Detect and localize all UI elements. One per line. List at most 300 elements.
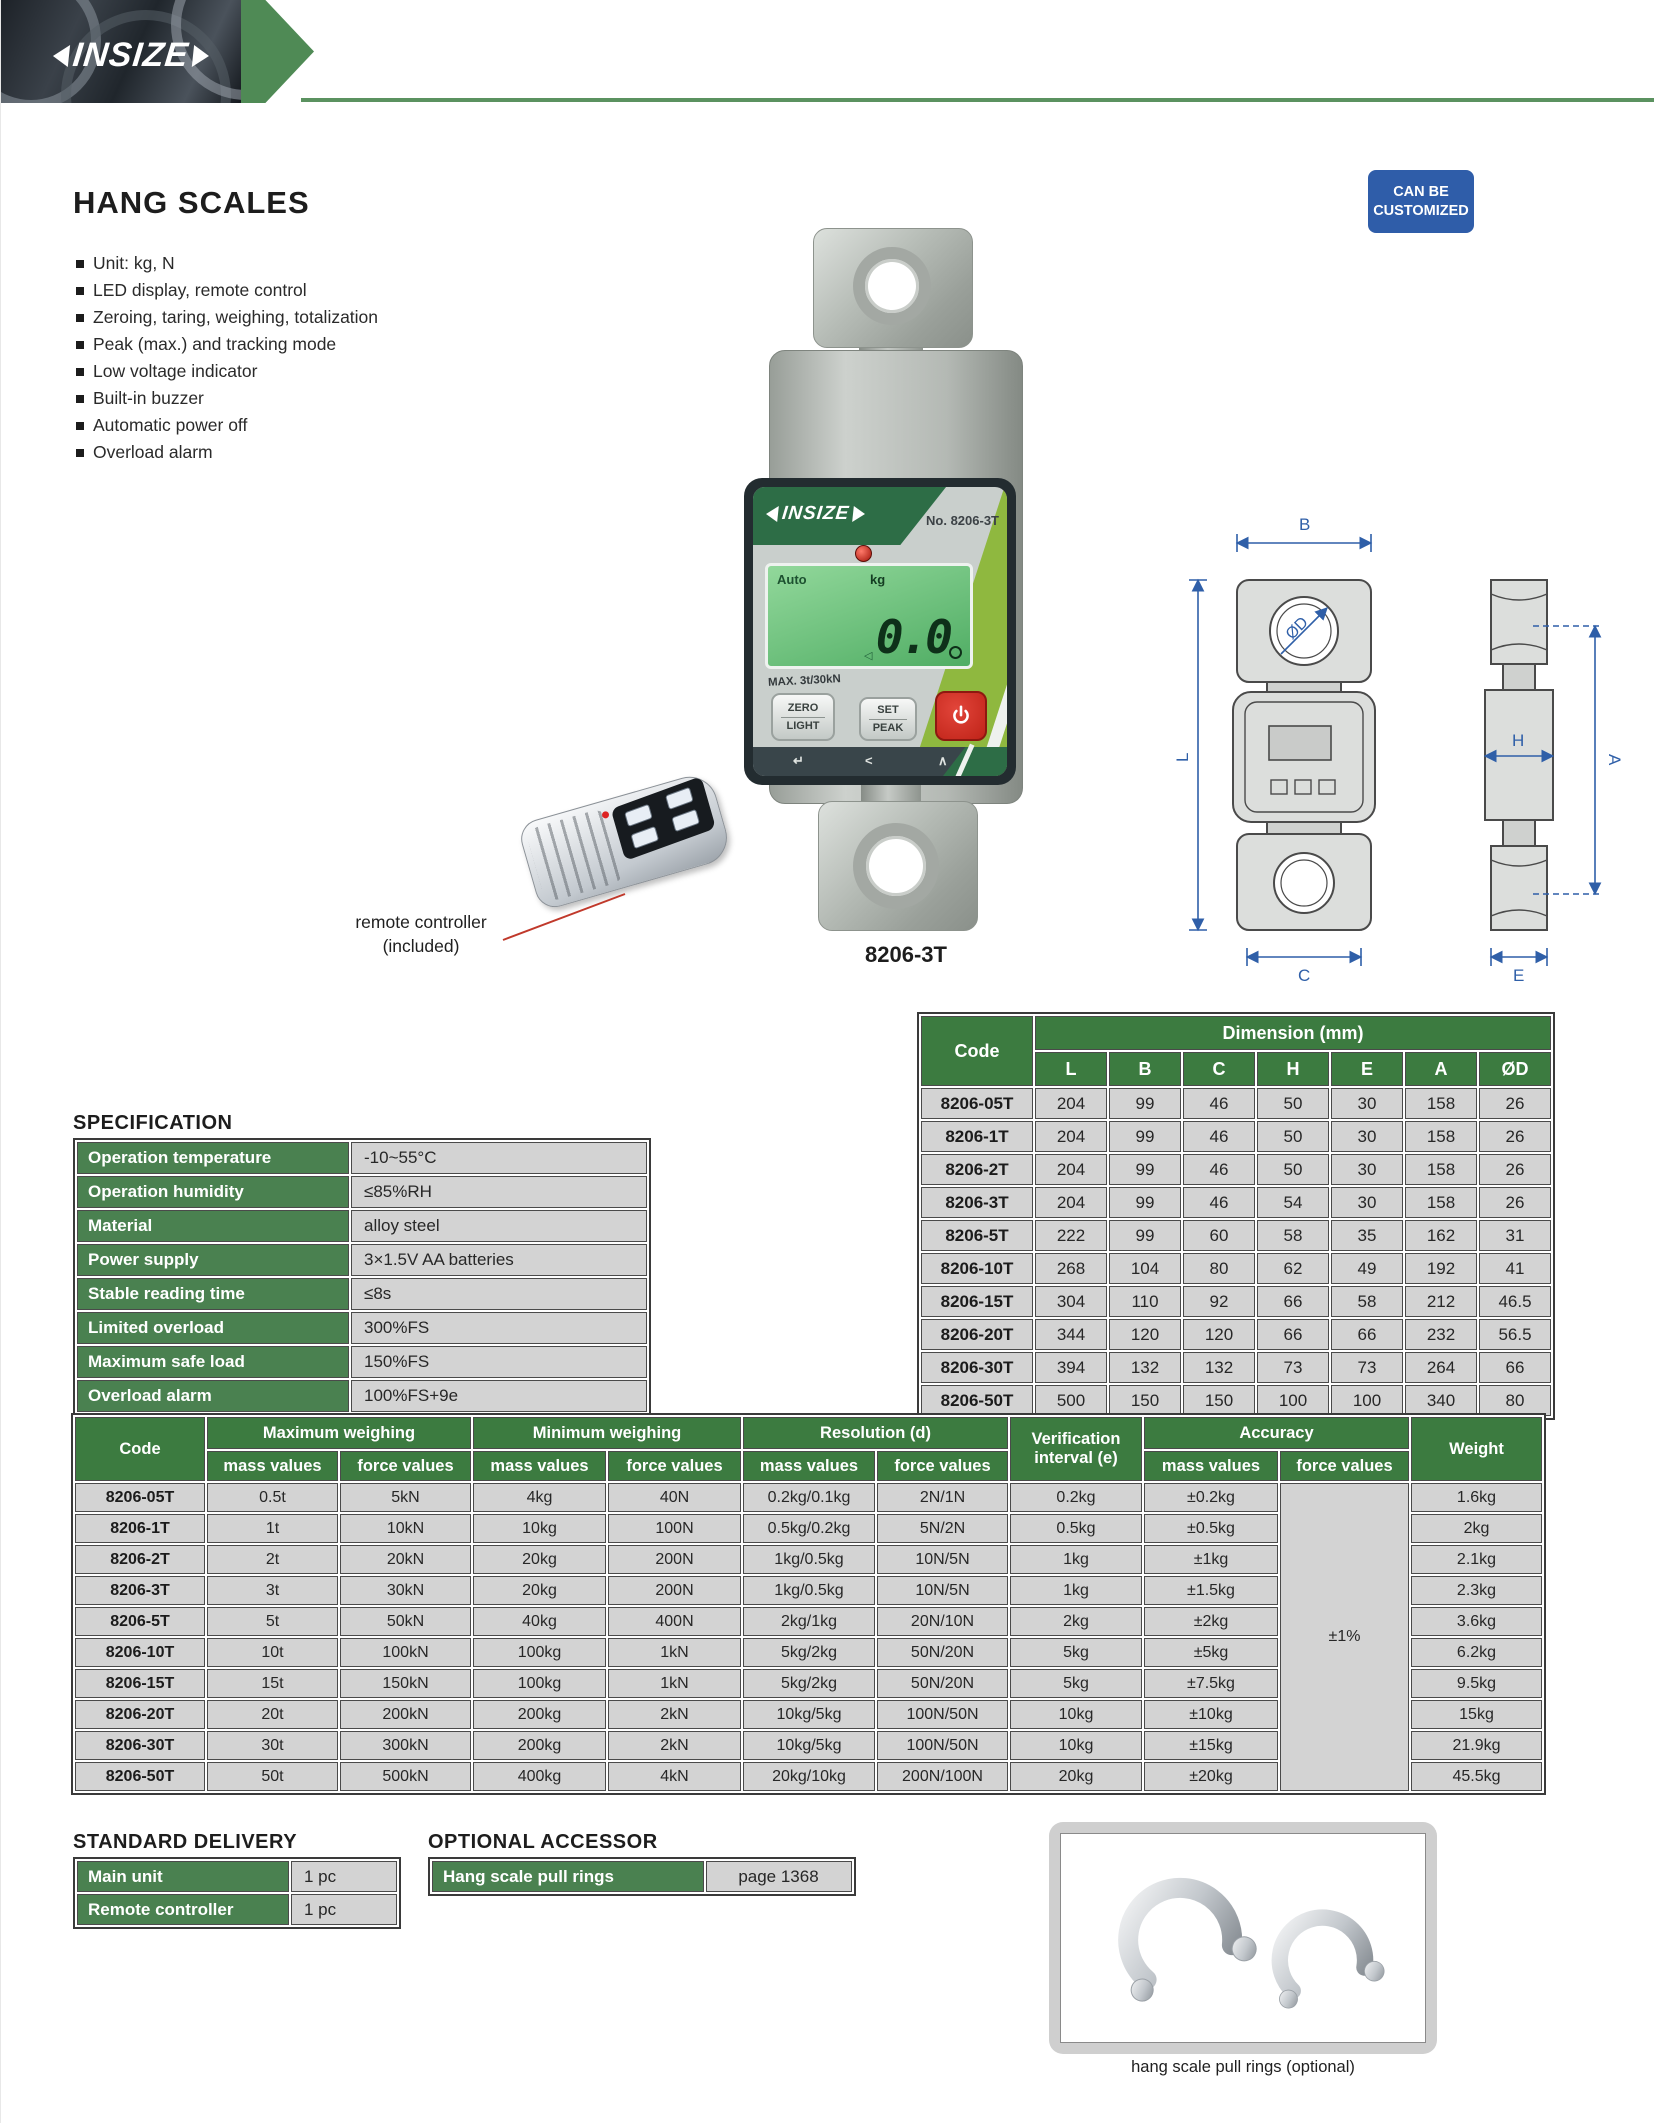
device-bottom-hole xyxy=(853,823,939,909)
dim-cell: 46 xyxy=(1183,1121,1255,1152)
feature-item xyxy=(76,412,378,439)
model-caption: 8206-3T xyxy=(865,942,947,967)
cell: 5kN xyxy=(340,1483,471,1512)
dim-row xyxy=(921,1154,1551,1185)
spec-value: ≤8s xyxy=(351,1278,647,1310)
cell: 150kN xyxy=(340,1669,471,1698)
cell: 2kg xyxy=(1010,1607,1142,1636)
dim-cell: 100 xyxy=(1257,1385,1329,1416)
dim-cell: 110 xyxy=(1109,1286,1181,1317)
dim-row xyxy=(921,1319,1551,1350)
cell: 2kg xyxy=(1411,1514,1542,1543)
cell: 10N/5N xyxy=(877,1545,1008,1574)
left-arrow-icon xyxy=(765,506,779,522)
group-accuracy: Accuracy xyxy=(1144,1417,1409,1449)
group-min-weighing: Minimum weighing xyxy=(473,1417,741,1449)
cell: 5kg/2kg xyxy=(743,1638,875,1667)
cell: 10kg/5kg xyxy=(743,1731,875,1760)
dim-cell: 26 xyxy=(1479,1187,1551,1218)
cell: 1kg xyxy=(1010,1545,1142,1574)
accessor-row xyxy=(432,1861,852,1892)
cell: 5N/2N xyxy=(877,1514,1008,1543)
dim-cell: 150 xyxy=(1109,1385,1181,1416)
dim-label-b: B xyxy=(1299,515,1311,534)
delivery-row xyxy=(77,1894,397,1925)
right-arrow-icon xyxy=(852,506,866,522)
dim-cell: 394 xyxy=(1035,1352,1107,1383)
cell: ±7.5kg xyxy=(1144,1669,1278,1698)
dim-cell: 232 xyxy=(1405,1319,1477,1350)
cell: 21.9kg xyxy=(1411,1731,1542,1760)
cell: 4kg xyxy=(473,1483,606,1512)
cell: 10t xyxy=(207,1638,338,1667)
dim-row xyxy=(921,1385,1551,1416)
dim-cell: 150 xyxy=(1183,1385,1255,1416)
cell: 200kg xyxy=(473,1731,606,1760)
lcd-mode: Auto xyxy=(777,572,807,587)
row-code: 8206-50T xyxy=(75,1762,205,1791)
dim-code: 8206-1T xyxy=(921,1121,1033,1152)
cell: ±15kg xyxy=(1144,1731,1278,1760)
dim-cell: 500 xyxy=(1035,1385,1107,1416)
cell: 1kg/0.5kg xyxy=(743,1576,875,1605)
cell: 4kN xyxy=(608,1762,741,1791)
dim-cell: 99 xyxy=(1109,1187,1181,1218)
button-label: PEAK xyxy=(872,722,904,734)
feature-text: Unit: kg, N xyxy=(93,253,175,273)
device-top-hole xyxy=(853,247,931,325)
cell: 1kg xyxy=(1010,1576,1142,1605)
button-label: LIGHT xyxy=(786,720,820,732)
remote-keypad xyxy=(611,776,716,861)
cell: 100N/50N xyxy=(877,1700,1008,1729)
cell: 1kg/0.5kg xyxy=(743,1545,875,1574)
cell: 30kN xyxy=(340,1576,471,1605)
cell: 200kg xyxy=(473,1700,606,1729)
button-label: ZERO xyxy=(787,702,819,714)
spec-row xyxy=(77,1380,647,1412)
dim-cell: 80 xyxy=(1479,1385,1551,1416)
cell: 3t xyxy=(207,1576,338,1605)
dim-cell: 30 xyxy=(1331,1088,1403,1119)
status-led-icon xyxy=(855,545,872,562)
remote-caption-line2: (included) xyxy=(382,936,460,956)
shackle-icon xyxy=(1259,1902,1387,2011)
cell: 5kg xyxy=(1010,1638,1142,1667)
stable-indicator-icon xyxy=(949,646,962,659)
cell: 20kg xyxy=(473,1576,606,1605)
dim-cell: 46 xyxy=(1183,1088,1255,1119)
cell: 400N xyxy=(608,1607,741,1636)
remote-caption-line1: remote controller xyxy=(355,912,487,932)
dim-cell: 344 xyxy=(1035,1319,1107,1350)
dim-code: 8206-10T xyxy=(921,1253,1033,1284)
dim-cell: 50 xyxy=(1257,1121,1329,1152)
row-code: 8206-05T xyxy=(75,1483,205,1512)
cell: 0.2kg/0.1kg xyxy=(743,1483,875,1512)
dim-row xyxy=(921,1220,1551,1251)
cell: 10kN xyxy=(340,1514,471,1543)
cell: 1kN xyxy=(608,1669,741,1698)
cell: 2kN xyxy=(608,1731,741,1760)
delivery-qty: 1 pc xyxy=(291,1861,397,1892)
set-peak-button xyxy=(859,697,917,741)
dim-col: A xyxy=(1405,1052,1477,1086)
delivery-item: Remote controller xyxy=(77,1894,289,1925)
pull-rings-image xyxy=(1060,1833,1426,2043)
feature-item xyxy=(76,358,378,385)
cell: 300kN xyxy=(340,1731,471,1760)
merged-accuracy-cell: ±1% xyxy=(1280,1483,1409,1791)
feature-text: Built-in buzzer xyxy=(93,388,204,408)
dim-cell: 46 xyxy=(1183,1154,1255,1185)
dim-cell: 58 xyxy=(1257,1220,1329,1251)
standard-delivery-title: STANDARD DELIVERY xyxy=(73,1831,298,1853)
cell: 200kN xyxy=(340,1700,471,1729)
sub-mass: mass values xyxy=(473,1451,606,1481)
shackle-icon xyxy=(1100,1866,1259,2005)
dim-cell: 304 xyxy=(1035,1286,1107,1317)
dim-cell: 204 xyxy=(1035,1154,1107,1185)
row-code: 8206-10T xyxy=(75,1638,205,1667)
device-brand-logo xyxy=(765,503,867,525)
spec-value: -10~55°C xyxy=(351,1142,647,1174)
feature-text: Automatic power off xyxy=(93,415,248,435)
delivery-row xyxy=(77,1861,397,1892)
cell: 20kg xyxy=(1010,1762,1142,1791)
dim-cell: 222 xyxy=(1035,1220,1107,1251)
device-face xyxy=(744,478,1016,785)
dim-cell: 50 xyxy=(1257,1088,1329,1119)
dim-code: 8206-05T xyxy=(921,1088,1033,1119)
cell: 200N/100N xyxy=(877,1762,1008,1791)
dim-cell: 158 xyxy=(1405,1088,1477,1119)
dim-cell: 30 xyxy=(1331,1121,1403,1152)
cell: 2t xyxy=(207,1545,338,1574)
cell: ±0.2kg xyxy=(1144,1483,1278,1512)
cell: 100N xyxy=(608,1514,741,1543)
dim-cell: 62 xyxy=(1257,1253,1329,1284)
dim-cell: 26 xyxy=(1479,1121,1551,1152)
pull-rings-caption: hang scale pull rings (optional) xyxy=(1131,2058,1355,2076)
row-code: 8206-15T xyxy=(75,1669,205,1698)
dim-cell: 31 xyxy=(1479,1220,1551,1251)
dim-code-header: Code xyxy=(921,1016,1033,1086)
zero-light-button xyxy=(771,693,835,741)
cell: 45.5kg xyxy=(1411,1762,1542,1791)
dim-row xyxy=(921,1352,1551,1383)
badge-line2: CUSTOMIZED xyxy=(1373,203,1469,219)
cell: 200N xyxy=(608,1545,741,1574)
spec-label: Operation humidity xyxy=(77,1176,349,1208)
dim-code: 8206-30T xyxy=(921,1352,1033,1383)
sub-mass: mass values xyxy=(207,1451,338,1481)
cell: 20t xyxy=(207,1700,338,1729)
dim-cell: 192 xyxy=(1405,1253,1477,1284)
lcd-value: 0.0 xyxy=(875,610,950,664)
cell: 3.6kg xyxy=(1411,1607,1542,1636)
cell: 400kg xyxy=(473,1762,606,1791)
pull-rings-image-frame xyxy=(1049,1822,1437,2054)
power-button xyxy=(935,691,987,741)
bullet-icon xyxy=(76,260,84,268)
spec-row xyxy=(77,1312,647,1344)
cell: 10kg/5kg xyxy=(743,1700,875,1729)
optional-accessor-table xyxy=(428,1857,856,1896)
specification-table xyxy=(73,1138,651,1416)
dim-cell: 58 xyxy=(1331,1286,1403,1317)
remote-button xyxy=(665,787,694,810)
spec-label: Maximum safe load xyxy=(77,1346,349,1378)
dim-cell: 66 xyxy=(1257,1319,1329,1350)
spec-value: alloy steel xyxy=(351,1210,647,1242)
max-capacity-label: MAX. 3t/30kN xyxy=(767,673,842,689)
dim-label-c: C xyxy=(1298,966,1311,985)
dim-cell: 73 xyxy=(1331,1352,1403,1383)
cell: 40N xyxy=(608,1483,741,1512)
feature-item xyxy=(76,331,378,358)
spec-row xyxy=(77,1278,647,1310)
row-code: 8206-5T xyxy=(75,1607,205,1636)
sub-mass: mass values xyxy=(743,1451,875,1481)
spec-label: Operation temperature xyxy=(77,1142,349,1174)
cell: 20kg xyxy=(473,1545,606,1574)
bullet-icon xyxy=(76,422,84,430)
cell: ±0.5kg xyxy=(1144,1514,1278,1543)
cell: 50N/20N xyxy=(877,1669,1008,1698)
cell: 0.5kg/0.2kg xyxy=(743,1514,875,1543)
dim-cell: 99 xyxy=(1109,1220,1181,1251)
feature-item xyxy=(76,439,378,466)
remote-button xyxy=(630,826,659,849)
dim-cell: 204 xyxy=(1035,1121,1107,1152)
dim-label-e: E xyxy=(1513,966,1525,985)
feature-text: Low voltage indicator xyxy=(93,361,258,381)
spec-row xyxy=(77,1210,647,1242)
cell: 2kg/1kg xyxy=(743,1607,875,1636)
left-arrow-icon xyxy=(52,45,70,67)
cell: 1t xyxy=(207,1514,338,1543)
enter-icon: ↵ xyxy=(793,753,804,768)
cell: 0.5kg xyxy=(1010,1514,1142,1543)
dim-label-od: ØD xyxy=(1282,614,1312,644)
bullet-icon xyxy=(76,368,84,376)
up-nav-icon: ∧ xyxy=(938,753,948,768)
dim-cell: 41 xyxy=(1479,1253,1551,1284)
dim-cell: 132 xyxy=(1109,1352,1181,1383)
cell: 50N/20N xyxy=(877,1638,1008,1667)
button-label: SET xyxy=(877,704,899,716)
feature-item xyxy=(76,277,378,304)
cell: 15kg xyxy=(1411,1700,1542,1729)
cell: 9.5kg xyxy=(1411,1669,1542,1698)
dim-cell: 132 xyxy=(1183,1352,1255,1383)
sub-force: force values xyxy=(877,1451,1008,1481)
dim-cell: 120 xyxy=(1183,1319,1255,1350)
dimension-table xyxy=(917,1012,1555,1420)
dim-cell: 60 xyxy=(1183,1220,1255,1251)
accessor-page-ref: page 1368 xyxy=(706,1861,852,1892)
bullet-icon xyxy=(76,449,84,457)
feature-text: Overload alarm xyxy=(93,442,213,462)
badge-line1: CAN BE xyxy=(1393,184,1449,200)
brand-name: INSIZE xyxy=(71,36,191,74)
spec-label: Overload alarm xyxy=(77,1380,349,1412)
cell: 1.6kg xyxy=(1411,1483,1542,1512)
main-spec-table xyxy=(71,1413,1546,1795)
dim-code: 8206-50T xyxy=(921,1385,1033,1416)
bullet-icon xyxy=(76,287,84,295)
bullet-icon xyxy=(76,395,84,403)
dim-cell: 73 xyxy=(1257,1352,1329,1383)
spec-row xyxy=(77,1244,647,1276)
dim-code: 8206-20T xyxy=(921,1319,1033,1350)
dim-cell: 99 xyxy=(1109,1121,1181,1152)
cell: 20kN xyxy=(340,1545,471,1574)
row-code: 8206-2T xyxy=(75,1545,205,1574)
cell: 5kg/2kg xyxy=(743,1669,875,1698)
row-code: 8206-1T xyxy=(75,1514,205,1543)
header-rule xyxy=(301,98,1654,102)
standard-delivery-table xyxy=(73,1857,401,1929)
cell: 10N/5N xyxy=(877,1576,1008,1605)
dim-code: 8206-5T xyxy=(921,1220,1033,1251)
main-row xyxy=(75,1483,1542,1512)
dim-cell: 54 xyxy=(1257,1187,1329,1218)
dim-cell: 99 xyxy=(1109,1154,1181,1185)
dim-cell: 120 xyxy=(1109,1319,1181,1350)
dim-cell: 50 xyxy=(1257,1154,1329,1185)
cell: 500kN xyxy=(340,1762,471,1791)
spec-row xyxy=(77,1346,647,1378)
dim-header-row xyxy=(921,1016,1551,1050)
dim-cell: 212 xyxy=(1405,1286,1477,1317)
dim-cell: 158 xyxy=(1405,1187,1477,1218)
customized-badge xyxy=(1368,170,1474,233)
specification-title: SPECIFICATION xyxy=(73,1112,233,1134)
header-photo xyxy=(1,0,241,103)
dim-cell: 46 xyxy=(1183,1187,1255,1218)
dim-cell: 56.5 xyxy=(1479,1319,1551,1350)
main-code-header: Code xyxy=(75,1417,205,1481)
dim-col: ØD xyxy=(1479,1052,1551,1086)
dim-cell: 162 xyxy=(1405,1220,1477,1251)
cell: 100kg xyxy=(473,1669,606,1698)
dim-col: H xyxy=(1257,1052,1329,1086)
dim-cell: 46.5 xyxy=(1479,1286,1551,1317)
dim-cell: 49 xyxy=(1331,1253,1403,1284)
spec-row xyxy=(77,1176,647,1208)
spec-value: 100%FS+9e xyxy=(351,1380,647,1412)
cell: 30t xyxy=(207,1731,338,1760)
row-code: 8206-30T xyxy=(75,1731,205,1760)
feature-text: LED display, remote control xyxy=(93,280,307,300)
pull-rings-illustration xyxy=(1061,1834,1425,2042)
dim-code: 8206-15T xyxy=(921,1286,1033,1317)
dim-label-a: A xyxy=(1605,754,1624,766)
dim-cell: 158 xyxy=(1405,1154,1477,1185)
bullet-icon xyxy=(76,341,84,349)
dim-col: L xyxy=(1035,1052,1107,1086)
spec-label: Power supply xyxy=(77,1244,349,1276)
pointer-line xyxy=(501,886,633,946)
cell: 2kN xyxy=(608,1700,741,1729)
cell: 0.5t xyxy=(207,1483,338,1512)
dim-cell: 158 xyxy=(1405,1121,1477,1152)
brand-logo xyxy=(51,36,211,75)
dim-cell: 66 xyxy=(1257,1286,1329,1317)
row-code: 8206-3T xyxy=(75,1576,205,1605)
power-icon xyxy=(950,704,972,728)
cell: 50kN xyxy=(340,1607,471,1636)
sub-force: force values xyxy=(1280,1451,1409,1481)
dim-cell: 204 xyxy=(1035,1088,1107,1119)
cell: 100kN xyxy=(340,1638,471,1667)
row-code: 8206-20T xyxy=(75,1700,205,1729)
cell: 0.2kg xyxy=(1010,1483,1142,1512)
cell: ±20kg xyxy=(1144,1762,1278,1791)
spec-label: Material xyxy=(77,1210,349,1242)
cell: 1kN xyxy=(608,1638,741,1667)
feature-item xyxy=(76,304,378,331)
dim-row xyxy=(921,1121,1551,1152)
dim-code: 8206-2T xyxy=(921,1154,1033,1185)
cell: ±10kg xyxy=(1144,1700,1278,1729)
dim-row xyxy=(921,1286,1551,1317)
cell: 40kg xyxy=(473,1607,606,1636)
feature-item xyxy=(76,250,378,277)
spec-value: ≤85%RH xyxy=(351,1176,647,1208)
dim-cell: 104 xyxy=(1109,1253,1181,1284)
cell: 200N xyxy=(608,1576,741,1605)
optional-accessor-title: OPTIONAL ACCESSOR xyxy=(428,1831,658,1853)
feature-item xyxy=(76,385,378,412)
feature-text: Zeroing, taring, weighing, totalization xyxy=(93,307,379,327)
dim-cell: 264 xyxy=(1405,1352,1477,1383)
remote-caption xyxy=(331,910,511,958)
sub-force: force values xyxy=(340,1451,471,1481)
cell: 100N/50N xyxy=(877,1731,1008,1760)
accessor-item: Hang scale pull rings xyxy=(432,1861,704,1892)
dim-label-h: H xyxy=(1512,731,1525,750)
dim-cell: 80 xyxy=(1183,1253,1255,1284)
dim-col: C xyxy=(1183,1052,1255,1086)
dim-cell: 35 xyxy=(1331,1220,1403,1251)
cell: ±2kg xyxy=(1144,1607,1278,1636)
sub-force: force values xyxy=(608,1451,741,1481)
dim-cell: 268 xyxy=(1035,1253,1107,1284)
right-arrow-icon xyxy=(191,45,209,67)
cell: 2.1kg xyxy=(1411,1545,1542,1574)
lcd-unit: kg xyxy=(870,572,886,587)
cell: ±1.5kg xyxy=(1144,1576,1278,1605)
brand-name: INSIZE xyxy=(780,503,851,524)
dim-cell: 30 xyxy=(1331,1154,1403,1185)
cell: 6.2kg xyxy=(1411,1638,1542,1667)
delivery-item: Main unit xyxy=(77,1861,289,1892)
dim-col: B xyxy=(1109,1052,1181,1086)
spec-value: 300%FS xyxy=(351,1312,647,1344)
dim-cell: 66 xyxy=(1331,1319,1403,1350)
dim-cell: 340 xyxy=(1405,1385,1477,1416)
dim-cell: 30 xyxy=(1331,1187,1403,1218)
dim-cell: 66 xyxy=(1479,1352,1551,1383)
cell: 20kg/10kg xyxy=(743,1762,875,1791)
dim-cell: 92 xyxy=(1183,1286,1255,1317)
cell: ±1kg xyxy=(1144,1545,1278,1574)
group-max-weighing: Maximum weighing xyxy=(207,1417,471,1449)
dim-cell: 204 xyxy=(1035,1187,1107,1218)
